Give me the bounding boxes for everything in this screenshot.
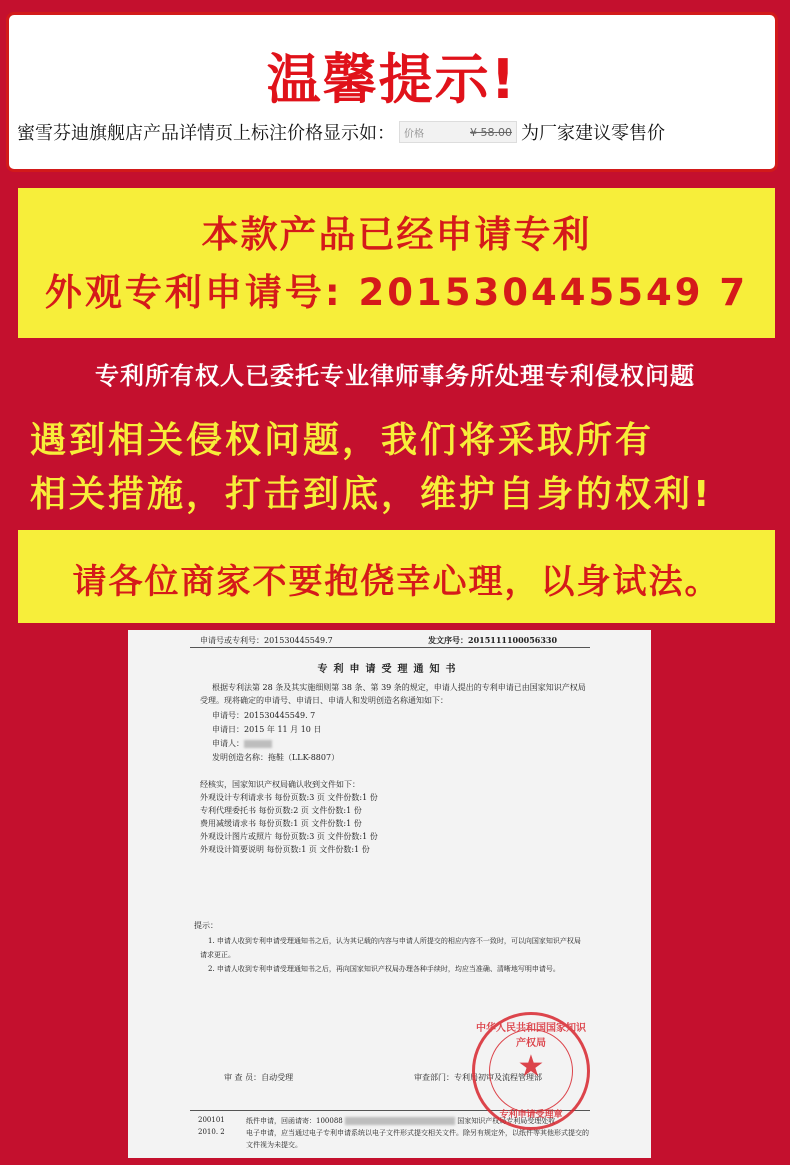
doc-file-row: 外观设计专利请求书 每份页数:3 页 文件份数:1 份	[200, 793, 378, 802]
merchant-warning-text: 请各位商家不要抱侥幸心理，以身试法。	[72, 562, 721, 602]
price-suffix: 为厂家建议零售价	[521, 123, 665, 144]
doc-footer-code-1: 200101	[198, 1116, 225, 1124]
price-chip-label: 价格	[404, 128, 424, 140]
doc-dept: 审查部门：专利局初审及流程管理部	[414, 1073, 542, 1082]
doc-app-no-header: 申请号或专利号：201530445549.7	[200, 636, 333, 645]
price-notice-line	[17, 119, 777, 145]
price-notice-box	[6, 12, 778, 172]
doc-intro-2: 受理。现将确定的申请号、申请日、申请人和发明创造名称通知如下：	[200, 696, 448, 705]
doc-footer-text-1b: 国家知识产权局专利局受理处收	[457, 1117, 556, 1125]
patent-banner-line1: 本款产品已经申请专利	[201, 213, 592, 256]
doc-field-applicant	[212, 738, 272, 749]
doc-tip-1a: 1. 申请人收到专利申请受理通知书之后，认为其记载的内容与申请人所提交的相应内容不一致时，可以向国家知识产权局	[208, 937, 581, 945]
lawyer-notice: 专利所有权人已委托专业律师事务所处理专利侵权问题	[95, 362, 695, 390]
patent-acceptance-notice-document	[128, 630, 651, 1158]
merchant-warning-banner	[18, 530, 775, 623]
doc-file-row: 费用减缓请求书 每份页数:1 页 文件份数:1 份	[200, 819, 362, 828]
patent-banner	[18, 188, 775, 338]
star-icon: ★	[517, 1049, 545, 1084]
infringement-warning-line1: 遇到相关侵权问题，我们将采取所有	[30, 420, 655, 461]
price-chip-value: ¥ 58.00	[470, 125, 512, 139]
doc-file-row: 专利代理委托书 每份页数:2 页 文件份数:1 份	[200, 806, 362, 815]
doc-examiner: 审 查 员：自动受理	[224, 1073, 294, 1082]
infringement-warning-line2: 相关措施，打击到底，维护自身的权利!	[30, 474, 713, 515]
doc-footer-code-2: 2010. 2	[198, 1128, 225, 1136]
price-sample-chip	[399, 121, 517, 143]
official-seal-stamp	[472, 1012, 590, 1130]
doc-tip-1b: 请求更正。	[200, 951, 235, 959]
doc-title: 专利申请受理通知书	[317, 664, 462, 675]
doc-applicant-label: 申请人：	[212, 739, 244, 748]
patent-banner-line2: 外观专利申请号: 201530445549 7	[44, 271, 749, 314]
redacted-address	[345, 1117, 455, 1125]
doc-footer-text-1a: 纸件申请，回函请寄：100088	[246, 1117, 343, 1125]
doc-footer-text-2: 电子申请，应当通过电子专利申请系统以电子文件形式提交相关文件。除另有规定外，以纸件等其他形式提交的	[246, 1129, 589, 1137]
doc-tips-label: 提示：	[194, 921, 218, 930]
notice-title: 温馨提示!	[266, 48, 518, 111]
doc-serial-header: 发文序号：2015111100056330	[428, 635, 558, 645]
doc-intro-1: 根据专利法第 28 条及其实施细则第 38 条、第 39 条的规定，申请人提出的专利申请已由国家知识产权局	[212, 683, 586, 692]
doc-tip-2: 2. 申请人收到专利申请受理通知书之后，再向国家知识产权局办理各种手续时，均应当准确、清晰地写明申请号。	[208, 965, 560, 973]
seal-bottom-text: 专利申请受理章	[499, 1110, 563, 1120]
doc-field-date: 申请日：2015 年 11 月 10 日	[212, 725, 322, 734]
doc-field-app-no: 申请号：201530445549. 7	[212, 711, 316, 720]
doc-file-row: 外观设计图片或照片 每份页数:3 页 文件份数:1 份	[200, 832, 378, 841]
doc-field-name: 发明创造名称：拖鞋（LLK-8807）	[212, 753, 340, 762]
doc-footer-text-3: 文件视为未提交。	[246, 1141, 302, 1149]
redacted-applicant	[244, 740, 272, 748]
header-rule	[190, 647, 590, 648]
doc-file-row: 外观设计简要说明 每份页数:1 页 文件份数:1 份	[200, 845, 370, 854]
seal-text: 中华人民共和国国家知识产权局	[476, 1023, 586, 1049]
price-prefix: 蜜雪芬迪旗舰店产品详情页上标注价格显示如：	[17, 123, 395, 144]
doc-checked-line: 经核实，国家知识产权局确认收到文件如下：	[200, 780, 360, 789]
